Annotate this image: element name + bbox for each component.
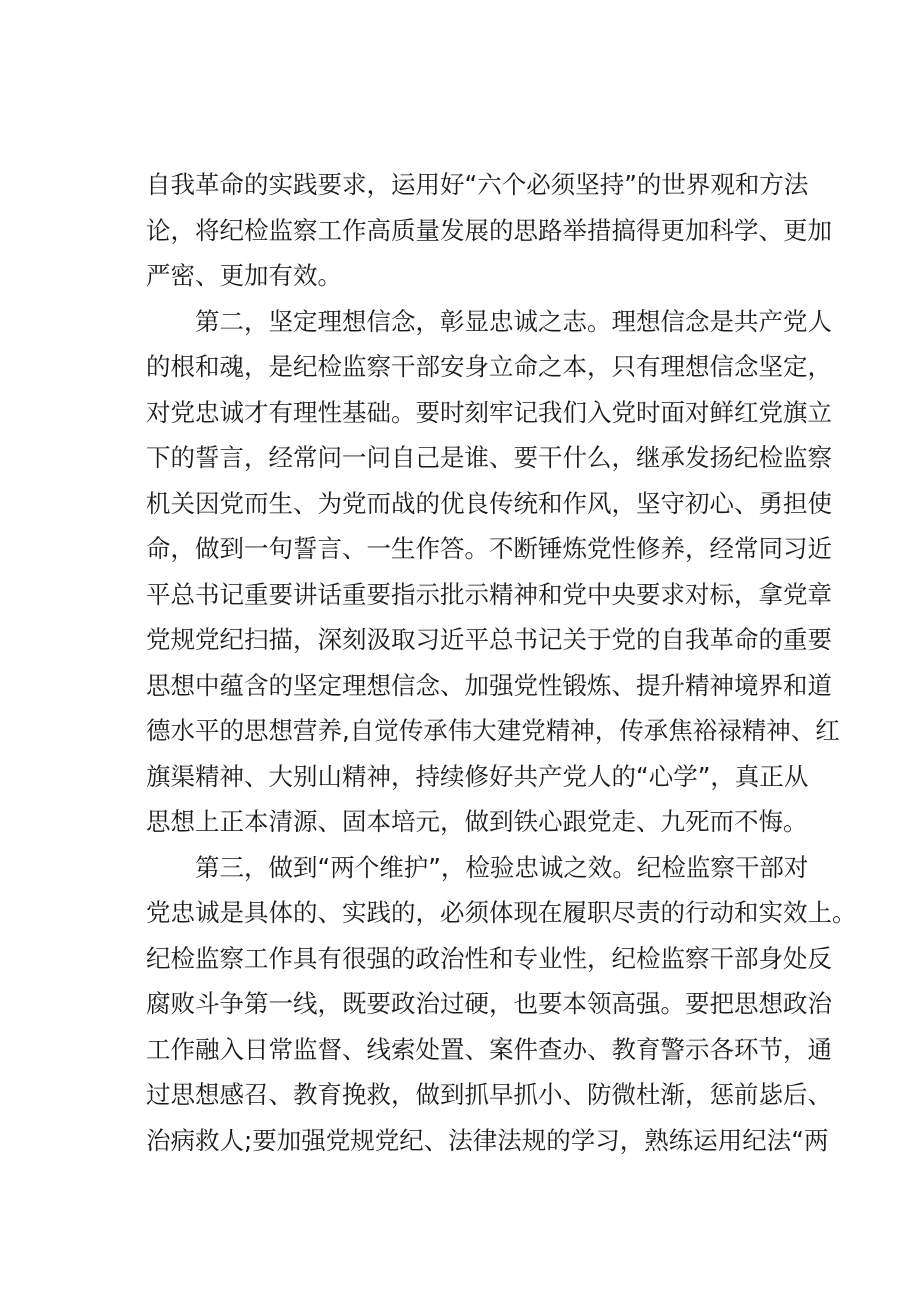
paragraph-start-line: 第二，坚定理想信念，彰显忠诚之志。理想信念是共产党人	[195, 306, 832, 336]
text-line: 的根和魂，是纪检监察干部安身立命之本，只有理想信念坚定，	[146, 352, 832, 381]
text-line: 论，将纪检监察工作高质量发展的思路举措搞得更加科学、更加	[146, 215, 832, 245]
document-body	[146, 162, 857, 1163]
text-line: 党忠诚是具体的、实践的，必须体现在履职尽责的行动和实效上。	[146, 898, 857, 927]
text-line: 对党忠诚才有理性基础。要时刻牢记我们入党时面对鲜红党旗立	[146, 397, 832, 427]
text-line: 党规党纪扫描，深刻汲取习近平总书记关于党的自我革命的重要	[146, 625, 832, 654]
text-line: 德水平的思想营养,自觉传承伟大建党精神，传承焦裕禄精神、红	[146, 716, 840, 745]
text-line: 思想上正本清源、固本培元，做到铁心跟党走、九死而不悔。	[146, 807, 808, 836]
text-line: 工作融入日常监督、线索处置、案件查办、教育警示各环节，通	[146, 1034, 832, 1064]
text-line: 严密、更加有效。	[146, 261, 342, 290]
paragraph-start-line: 第三，做到“两个维护”，检验忠诚之效。纪检监察干部对	[195, 852, 809, 882]
text-line: 平总书记重要讲话重要指示批示精神和党中央要求对标，拿党章	[146, 579, 832, 609]
text-line: 治病救人;要加强党规党纪、法律法规的学习，熟练运用纪法“两	[146, 1125, 829, 1155]
text-line: 过思想感召、教育挽救，做到抓早抓小、防微杜渐，惩前毖后、	[146, 1080, 832, 1109]
text-line: 命，做到一句誓言、一生作答。不断锤炼党性修养，经常同习近	[146, 534, 832, 563]
text-line: 旗渠精神、大别山精神，持续修好共产党人的“心学”，真正从	[146, 761, 809, 791]
text-line: 下的誓言，经常问一问自己是谁、要干什么，继承发扬纪检监察	[146, 443, 832, 472]
text-line: 机关因党而生、为党而战的优良传统和作风，坚守初心、勇担使	[146, 488, 832, 518]
text-line: 腐败斗争第一线，既要政治过硬，也要本领高强。要把思想政治	[146, 989, 832, 1018]
text-line: 思想中蕴含的坚定理想信念、加强党性锻炼、提升精神境界和道	[146, 670, 832, 700]
text-line: 自我革命的实践要求，运用好“六个必须坚持”的世界观和方法	[146, 170, 809, 199]
text-line: 纪检监察工作具有很强的政治性和专业性，纪检监察干部身处反	[146, 943, 832, 973]
